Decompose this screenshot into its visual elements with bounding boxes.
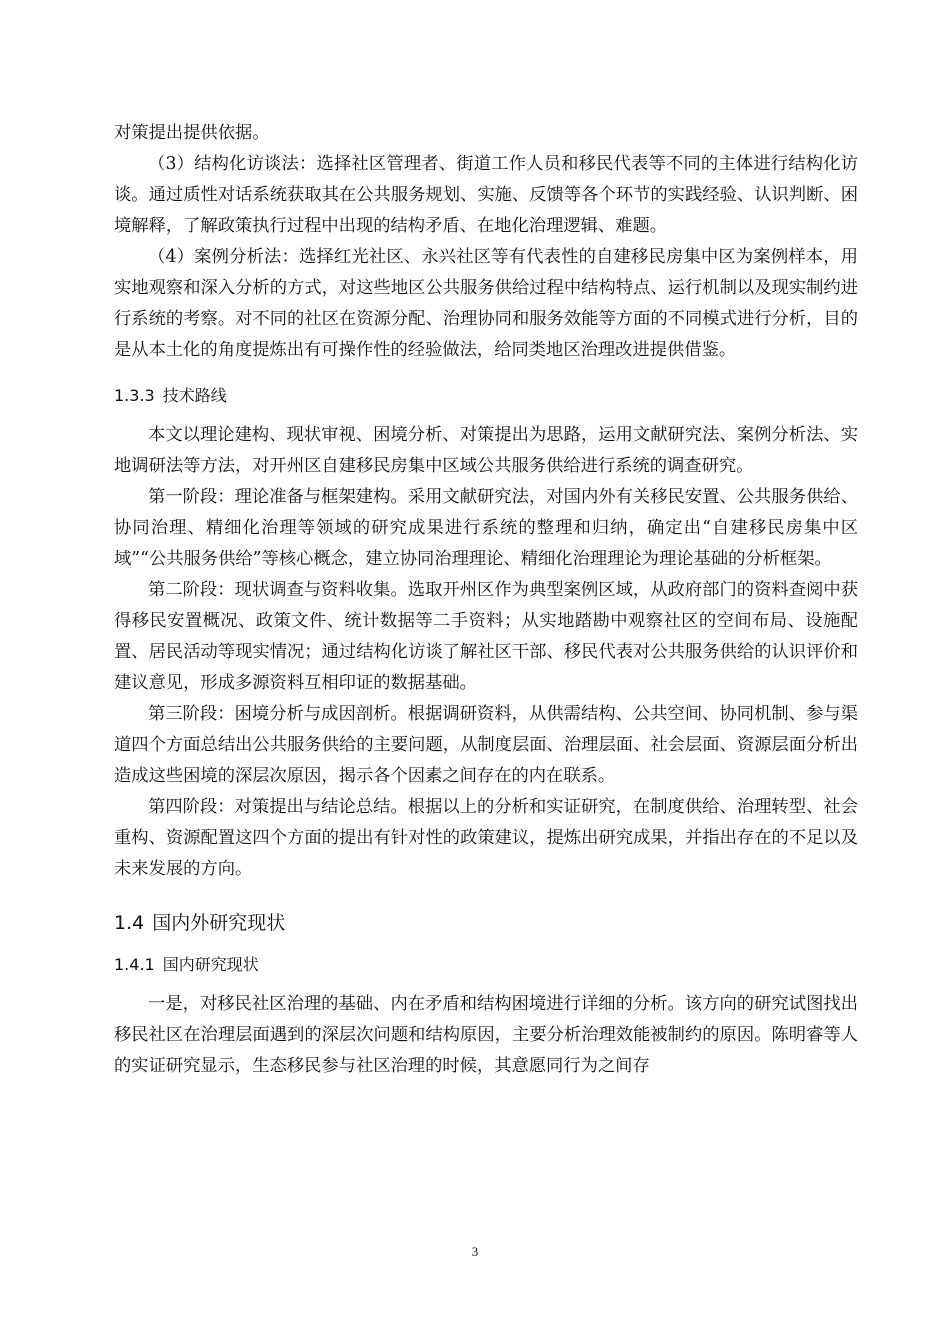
paragraph: 对策提出提供依据。 — [114, 123, 270, 143]
paragraph-domestic-first: 一是，对移民社区治理的基础、内在矛盾和结构困境进行详细的分析。该方向的研究试图找出移民社区在治理层面遇到的深层次问题和结构原因，主要分析治理效能被制约的原因。陈明睿等人的实证研究显示，生态移民参与社区治理的时候，其意愿同行为之间存 — [114, 994, 858, 1076]
section-heading-technical-route — [114, 382, 858, 410]
paragraph-stage-two: 第二阶段：现状调查与资料收集。选取开州区作为典型案例区域，从政府部门的资料查阅中获得移民安置概况、政策文件、统计数据等二手资料；从实地踏勘中观察社区的空间布局、设施配置、居民活动等现实情况；通过结构化访谈了解社区干部、移民代表对公共服务供给的认识评价和建议意见，形成多源资料互相印证的数据基础。 — [114, 580, 858, 693]
paragraph-stage-one: 第一阶段：理论准备与框架建构。采用文献研究法，对国内外有关移民安置、公共服务供给、协同治理、精细化治理等领域的研究成果进行系统的整理和归纳，确定出“自建移民房集中区域”“公共服务供给”等核心概念，建立协同治理理论、精细化治理理论为理论基础的分析框架。 — [114, 487, 858, 569]
paragraph-overview: 本文以理论建构、现状审视、困境分析、对策提出为思路，运用文献研究法、案例分析法、实地调研法等方法，对开州区自建移民房集中区域公共服务供给进行系统的调查研究。 — [114, 425, 858, 476]
paragraph-stage-four: 第四阶段：对策提出与结论总结。根据以上的分析和实证研究，在制度供给、治理转型、社会重构、资源配置这四个方面的提出有针对性的政策建议，提炼出研究成果，并指出存在的不足以及未来发展的方向。 — [114, 797, 858, 879]
paragraph-stage-three: 第三阶段：困境分析与成因剖析。根据调研资料，从供需结构、公共空间、协同机制、参与渠道四个方面总结出公共服务供给的主要问题，从制度层面、治理层面、社会层面、资源层面分析出造成这些困境的深层次原因，揭示各个因素之间存在的内在联系。 — [114, 704, 858, 786]
section-number: 1.4.1 — [114, 955, 155, 974]
paragraph-interview-method: （3）结构化访谈法：选择社区管理者、街道工作人员和移民代表等不同的主体进行结构化访谈。通过质性对话系统获取其在公共服务规划、实施、反馈等各个环节的实践经验、认识判断、困境解释，了解政策执行过程中出现的结构矛盾、在地化治理逻辑、难题。 — [114, 154, 858, 236]
page-body — [114, 118, 858, 1082]
section-title: 国内外研究现状 — [152, 912, 286, 934]
section-heading-domestic-research — [114, 951, 858, 979]
section-number: 1.3.3 — [114, 386, 155, 405]
page-number: 3 — [471, 1244, 479, 1259]
chapter-heading-research-status — [114, 907, 858, 939]
section-number: 1.4 — [114, 912, 145, 934]
section-title: 技术路线 — [162, 386, 227, 405]
paragraph-case-analysis-method: （4）案例分析法：选择红光社区、永兴社区等有代表性的自建移民房集中区为案例样本，用实地观察和深入分析的方式，对这些地区公共服务供给过程中结构特点、运行机制以及现实制约进行系统的考察。对不同的社区在资源分配、治理协同和服务效能等方面的不同模式进行分析，目的是从本土化的角度提炼出有可操作性的经验做法，给同类地区治理改进提供借鉴。 — [114, 247, 858, 360]
section-title: 国内研究现状 — [162, 955, 259, 974]
